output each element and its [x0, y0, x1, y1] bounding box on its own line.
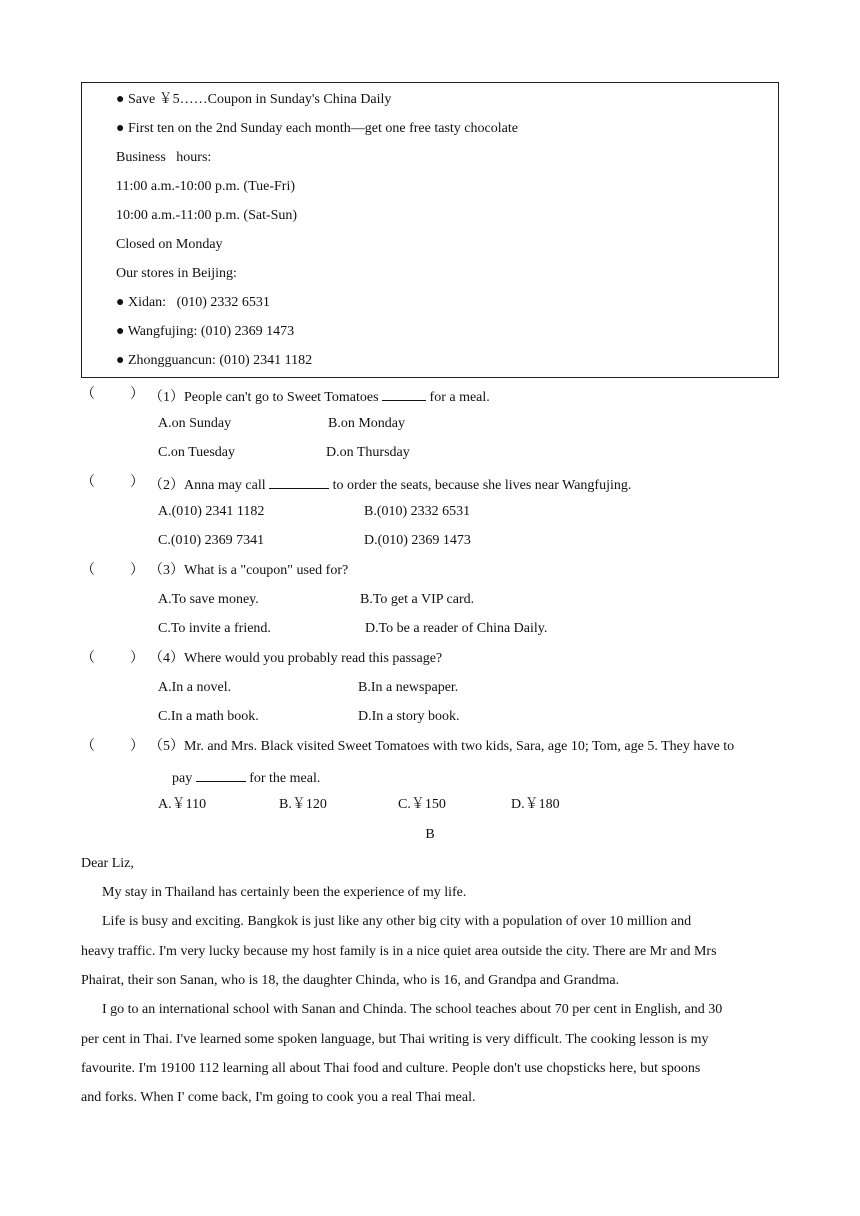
letter-paragraph-3-line-1: I go to an international school with Sanan and Chinda. The school teaches about 70 per cent in English, and 30 — [102, 1002, 723, 1017]
question-4-option-c: C.In a math book. — [158, 709, 259, 724]
ad-line-free-chocolate — [116, 120, 518, 138]
question-4-stem: （4）Where would you probably read this passage? — [149, 651, 443, 666]
question-5-option-c: C.￥150 — [398, 797, 446, 812]
question-2-option-a: A.(010) 2341 1182 — [158, 504, 265, 519]
ad-hours-weekday: 11:00 a.m.-10:00 p.m. (Tue-Fri) — [116, 179, 296, 194]
question-2-option-c: C.(010) 2369 7341 — [158, 533, 265, 548]
letter-paragraph-1: My stay in Thailand has certainly been the experience of my life. — [102, 885, 467, 900]
question-1-stem: （1）People can't go to Sweet Tomatoes for a meal. — [149, 386, 490, 407]
ad-hours-weekend: 10:00 a.m.-11:00 p.m. (Sat-Sun) — [116, 208, 298, 223]
ad-closed-day: Closed on Monday — [116, 237, 223, 252]
letter-paragraph-3-line-2: per cent in Thai. I've learned some spoken language, but Thai writing is very difficult. The cooking lesson is my — [81, 1032, 709, 1047]
question-3-option-b: B.To get a VIP card. — [360, 592, 475, 607]
question-1-option-c: C.on Tuesday — [158, 445, 236, 460]
question-1-option-b: B.on Monday — [328, 416, 405, 431]
ad-store-zhongguancun: ● Zhongguancun: (010) 2341 1182 — [116, 353, 313, 368]
bullet-icon: ● — [116, 353, 125, 368]
question-3-option-d: D.To be a reader of China Daily. — [365, 621, 548, 636]
question-3-option-c: C.To invite a friend. — [158, 621, 271, 636]
letter-paragraph-2-line-1: Life is busy and exciting. Bangkok is just like any other big city with a population of over 10 million and — [102, 914, 692, 929]
question-3-paren: （ ） — [81, 563, 144, 578]
question-1-option-d: D.on Thursday — [326, 445, 410, 460]
ad-store-xidan: ● Xidan: (010) 2332 6531 — [116, 295, 270, 310]
letter-paragraph-3-line-4: and forks. When I' come back, I'm going to cook you a real Thai meal. — [81, 1090, 476, 1105]
answer-blank — [382, 386, 426, 401]
question-5-option-d: D.￥180 — [511, 797, 560, 812]
question-5-option-a: A.￥110 — [158, 797, 207, 812]
question-1-option-a: A.on Sunday — [158, 416, 232, 431]
question-2-stem: （2）Anna may call to order the seats, because she lives near Wangfujing. — [149, 474, 631, 495]
bullet-icon: ● — [116, 324, 125, 339]
letter-paragraph-3-line-3: favourite. I'm 19100 112 learning all about Thai food and culture. People don't use chopsticks here, but spoons — [81, 1061, 701, 1076]
letter-paragraph-2-line-3: Phairat, their son Sanan, who is 18, the daughter Chinda, who is 16, and Grandpa and Grandma. — [81, 973, 620, 988]
question-3-stem: （3）What is a "coupon" used for? — [149, 563, 349, 578]
question-5-option-b: B.￥120 — [279, 797, 327, 812]
question-4-option-d: D.In a story book. — [358, 709, 460, 724]
ad-store-wangfujing: ● Wangfujing: (010) 2369 1473 — [116, 324, 295, 339]
ad-stores-label: Our stores in Beijing: — [116, 266, 237, 281]
question-3-option-a: A.To save money. — [158, 592, 259, 607]
bullet-icon: ● — [116, 295, 125, 310]
question-5-stem-continued: pay for the meal. — [172, 767, 320, 788]
question-5-paren: （ ） — [81, 739, 144, 754]
answer-blank — [196, 767, 246, 782]
ad-line-coupon — [116, 91, 391, 109]
question-4-paren: （ ） — [81, 651, 144, 666]
ad-business-hours-label: Business hours: — [116, 150, 212, 165]
question-2-option-b: B.(010) 2332 6531 — [364, 504, 471, 519]
letter-salutation: Dear Liz, — [81, 856, 134, 871]
question-2-paren: （ ） — [81, 475, 144, 490]
ad-coupon-text: Save ￥5……Coupon in Sunday's China Daily — [127, 92, 392, 107]
question-1-paren: （ ） — [81, 387, 144, 402]
bullet-icon: ● — [116, 92, 125, 107]
ad-chocolate-text: First ten on the 2nd Sunday each month—get one free tasty chocolate — [127, 121, 518, 136]
letter-paragraph-2-line-2: heavy traffic. I'm very lucky because my host family is in a nice quiet area outside the city. There are Mr and Mrs — [81, 944, 717, 959]
question-5-stem: （5）Mr. and Mrs. Black visited Sweet Tomatoes with two kids, Sara, age 10; Tom, age 5. They have to — [149, 739, 735, 754]
section-b-heading: B — [425, 827, 435, 842]
question-4-option-a: A.In a novel. — [158, 680, 232, 695]
question-4-option-b: B.In a newspaper. — [358, 680, 459, 695]
bullet-icon: ● — [116, 121, 125, 136]
question-2-option-d: D.(010) 2369 1473 — [364, 533, 471, 548]
answer-blank — [269, 474, 329, 489]
